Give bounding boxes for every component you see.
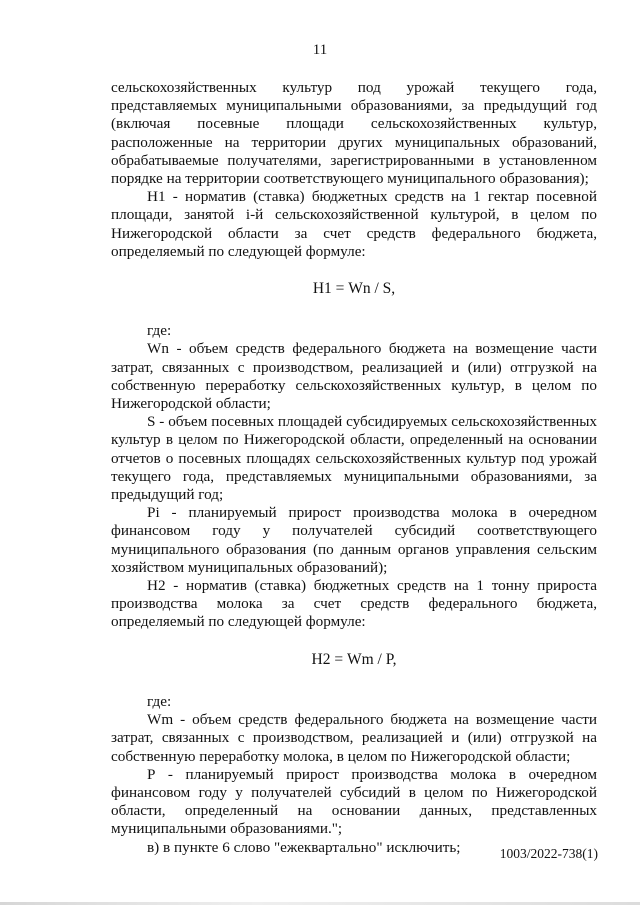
paragraph-sown-area-continued: сельскохозяйственных культур под урожай текущего года, представляемых муниципальными образованиями, за предыдущий год (включая посевные площади сельскохозяйственных культур, расположенные на территории других муниципальных образований, обрабатываемые получателями, зарегистрированными в установленном порядке на территории соответствующего муниципального образования); <box>111 79 597 188</box>
where-label-1: где: <box>147 322 172 340</box>
paragraph-h2-definition: Н2 - норматив (ставка) бюджетных средств на 1 тонну прироста производства молока за счет средств федерального бюджета, определяемый по следующей формуле: <box>111 577 597 631</box>
formula-h1: Н1 = Wn / S, <box>312 280 396 298</box>
paragraph-h1-definition: Н1 - норматив (ставка) бюджетных средств на 1 гектар посевной площади, занятой i-й сельскохозяйственной культурой, в целом по Нижегородской области за счет средств федерального бюджета, определяемый по следующей формуле: <box>111 188 597 260</box>
paragraph-point-6-amendment: в) в пункте 6 слово "ежеквартально" исключить; <box>147 838 461 856</box>
document-registration-code: 1003/2022-738(1) <box>499 846 598 861</box>
page-number: 11 <box>312 42 328 58</box>
paragraph-wm-definition: Wm - объем средств федерального бюджета на возмещение части затрат, связанных с производством, реализацией и (или) отгрузкой на собственную переработку молока, в целом по Нижегородской области; <box>111 711 597 765</box>
paragraph-s-definition: S - объем посевных площадей субсидируемых сельскохозяйственных культур в целом по Нижегородской области, определенный на основании отчетов о посевных площадях сельскохозяйственных культур под урожай текущего года, представляемых муниципальными образованиями, за предыдущий год; <box>111 413 597 504</box>
paragraph-wn-definition: Wn - объем средств федерального бюджета на возмещение части затрат, связанных с производством, реализацией и (или) отгрузкой на собственную переработку сельскохозяйственных культур, в целом по Нижегородской области; <box>111 340 597 413</box>
paragraph-pi-definition: Pi - планируемый прирост производства молока в очередном финансовом году у получателей субсидий соответствующего муниципального образования (по данным органов управления сельским хозяйством муниципальных образований); <box>111 504 597 576</box>
paragraph-p-definition: Р - планируемый прирост производства молока в очередном финансовом году у получателей субсидий в целом по Нижегородской области, определенный на основании данных, представленных муниципальными образованиями."; <box>111 765 597 838</box>
document-body <box>111 79 597 857</box>
formula-h2: Н2 = Wm / P, <box>311 650 397 668</box>
where-label-2: где: <box>147 692 172 710</box>
